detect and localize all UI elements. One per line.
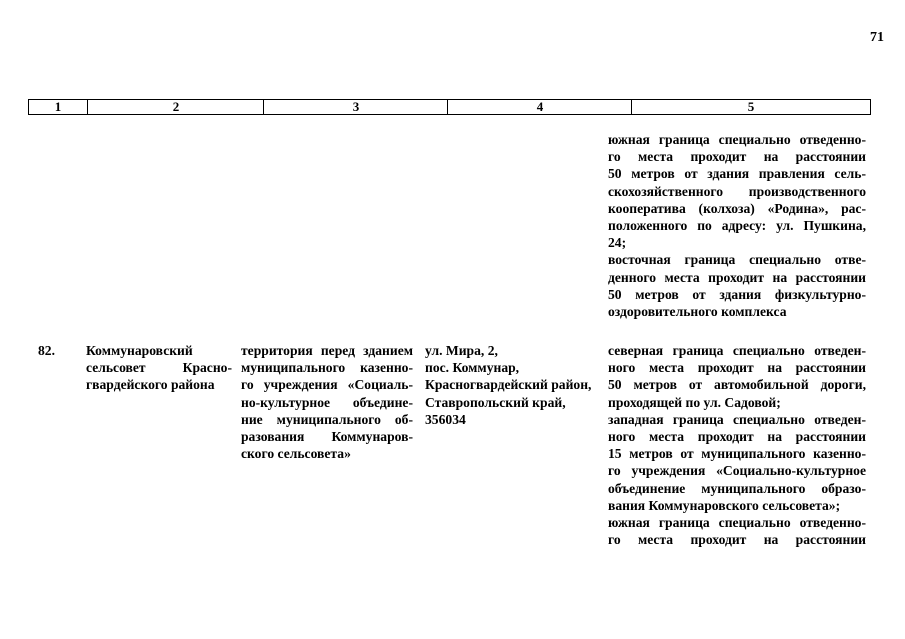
text-line: южная граница специально отведенно- [608,132,866,147]
header-col-2: 2 [87,100,264,114]
table-header-row [28,99,871,115]
row-number: 82. [38,343,55,358]
row-number-cell [38,342,78,359]
text-line: 50 метров от автомобильной дороги, [608,377,866,393]
text-line: го учреждения «Социаль- [241,377,413,393]
text-line: северная граница специально отведен- [608,343,866,358]
text-line: 50 метров от здания правления сель- [608,166,866,182]
continuation-col5 [608,131,866,320]
text-line: ул. Мира, 2, [425,343,498,358]
header-col-3: 3 [263,100,448,114]
text-line: го места проходит на расстоянии [608,149,866,165]
text-line: 24; [608,235,627,251]
row-col2-cell [86,342,232,394]
text-line: ского сельсовета» [241,446,351,462]
text-line: кооператива (колхоза) «Родина», рас- [608,200,866,216]
text-line: 356034 [425,411,466,427]
text-line: но-культурное объедине- [241,394,413,410]
text-line: ние муниципального об- [241,411,413,427]
text-line: положенного по адресу: ул. Пушкина, [608,217,866,233]
text-line: денного места проходит на расстоянии [608,269,866,285]
text-line: разования Коммунаров- [241,428,413,444]
text-line: вания Коммунаровского сельсовета»; [608,497,841,513]
text-line: ного места проходит на расстоянии [608,428,866,444]
text-line: западная граница специально отведен- [608,411,866,427]
text-line: го места проходит на расстоянии [608,532,866,548]
row-col3-cell [241,342,413,462]
text-line: муниципального казенно- [241,360,413,376]
text-line: гвардейского района [86,377,215,393]
row-col4-cell [425,342,603,428]
text-line: Коммунаровский [86,343,193,358]
text-line: ного места проходит на расстоянии [608,360,866,376]
row-col5-cell [608,342,866,548]
header-col-5: 5 [631,100,870,114]
text-line: восточная граница специально отве- [608,252,866,268]
text-line: Красногвардейский район, [425,377,592,393]
text-line: го учреждения «Социально-культурное [608,463,866,479]
header-col-1: 1 [54,99,62,114]
text-line: территория перед зданием [241,343,413,358]
text-line: оздоровительного комплекса [608,303,787,319]
text-line: 50 метров от здания физкультурно- [608,286,866,302]
header-col-4: 4 [447,100,632,114]
page-number: 71 [870,30,884,45]
text-line: южная граница специально отведенно- [608,514,866,530]
text-line: проходящей по ул. Садовой; [608,394,781,410]
text-line: 15 метров от муниципального казенно- [608,446,866,462]
text-line: Ставропольский край, [425,394,566,410]
text-line: скохозяйственного производственного [608,183,866,199]
text-line: объединение муниципального образо- [608,480,866,496]
text-line: сельсовет Красно- [86,360,232,376]
text-line: пос. Коммунар, [425,360,520,376]
